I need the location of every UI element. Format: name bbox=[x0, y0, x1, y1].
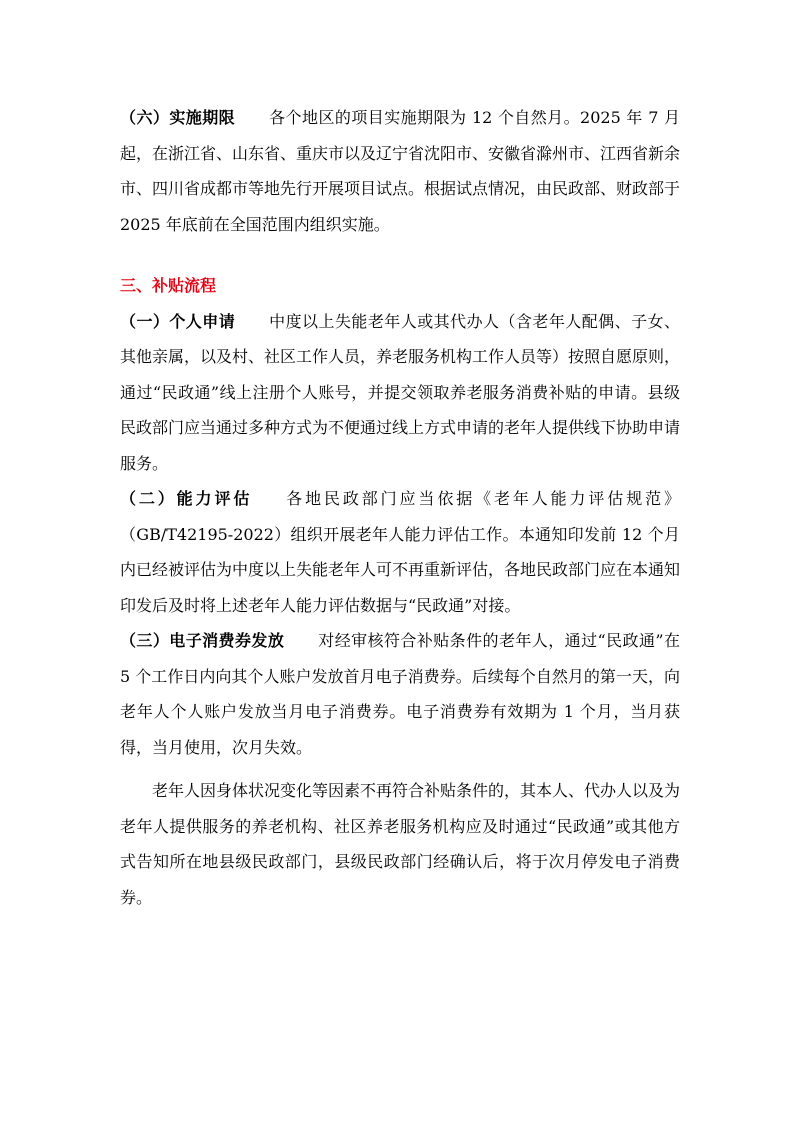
paragraph-heading: （六）实施期限 bbox=[120, 108, 236, 127]
paragraph-voucher-issuance bbox=[120, 623, 680, 765]
paragraph-voucher-stop: 老年人因身体状况变化等因素不再符合补贴条件的，其本人、代办人以及为老年人提供服务的养老机构、社区养老服务机构应及时通过“民政通”或其他方式告知所在地县级民政部门，县级民政部门经确认后，将于次月停发电子消费券。 bbox=[120, 781, 681, 907]
paragraph-heading: （二）能力评估 bbox=[120, 489, 253, 508]
paragraph-implementation-period bbox=[120, 100, 680, 242]
section-title: 三、补贴流程 bbox=[120, 276, 217, 295]
paragraph-body: 对经审核符合补贴条件的老年人，通过“民政通”在 5 个工作日内向其个人账户发放首月电子消费券。后续每个自然月的第一天，向老年人个人账户发放当月电子消费券。电子消费券有效期为 1 个月，当月获得，当月使用，次月失效。 bbox=[120, 631, 680, 757]
paragraph-heading: （三）电子消费券发放 bbox=[120, 631, 285, 650]
paragraph-body: 各地民政部门应当依据《老年人能力评估规范》（GB/T42195-2022）组织开展老年人能力评估工作。本通知印发前 12 个月内已经被评估为中度以上失能老年人可不再重新评估，各地民政部门应在本通知印发后及时将上述老年人能力评估数据与“民政通”对接。 bbox=[120, 489, 681, 615]
document-page bbox=[120, 100, 680, 915]
paragraph-body: 中度以上失能老年人或其代办人（含老年人配偶、子女、其他亲属，以及村、社区工作人员，养老服务机构工作人员等）按照自愿原则，通过“民政通”线上注册个人账号，并提交领取养老服务消费补贴的申请。县级民政部门应当通过多种方式为不便通过线上方式申请的老年人提供线下协助申请服务。 bbox=[120, 311, 681, 473]
spacer bbox=[120, 242, 680, 268]
paragraph-body: 各个地区的项目实施期限为 12 个自然月。2025 年 7 月起，在浙江省、山东省、重庆市以及辽宁省沈阳市、安徽省滁州市、江西省新余市、四川省成都市等地先行开展项目试点。根据试点情况，由民政部、财政部于 2025 年底前在全国范围内组织实施。 bbox=[120, 108, 681, 234]
paragraph-personal-application bbox=[120, 304, 680, 482]
paragraph-heading: （一）个人申请 bbox=[120, 311, 236, 331]
paragraph-capability-assessment bbox=[120, 481, 680, 623]
spacer bbox=[120, 765, 680, 773]
